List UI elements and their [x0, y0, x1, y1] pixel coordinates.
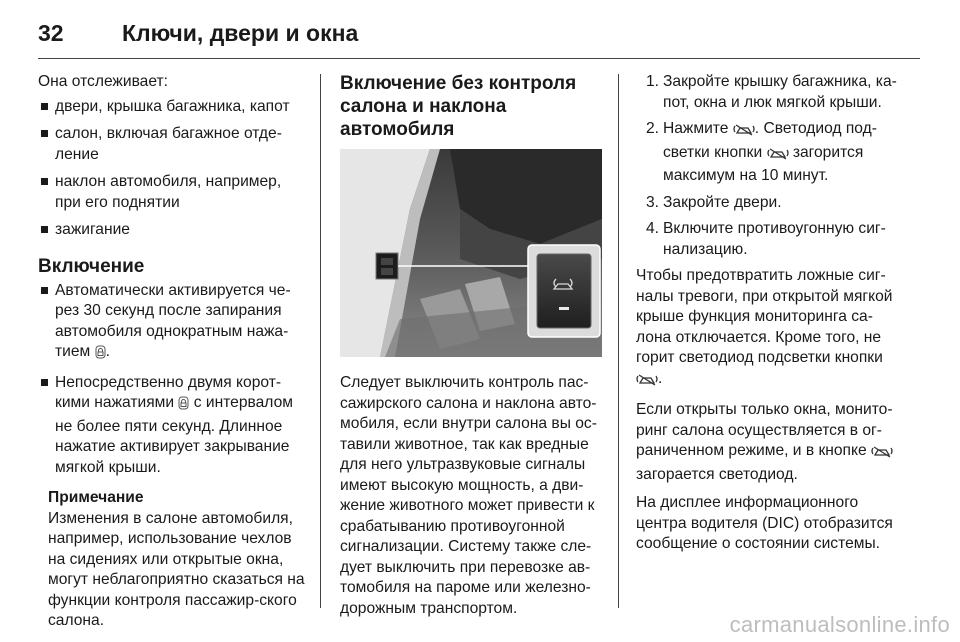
enable-item2-before: Непосредственно двумя корот-кими нажатиями: [55, 373, 282, 411]
column-divider-2: [618, 74, 619, 608]
step-number: 3.: [646, 193, 660, 211]
interior-photo-drawing: [340, 149, 602, 357]
lock-key-icon: [95, 345, 106, 366]
header-rule: [38, 58, 920, 59]
step-text-middle: . Светодиод под-светки кнопки: [663, 120, 877, 161]
step-text: Включите противоугонную сиг-нализацию.: [663, 220, 886, 258]
column-3: [636, 72, 908, 563]
paragraph: [636, 266, 908, 392]
lock-key-icon: [178, 396, 189, 417]
step-text: Закройте крышку багажника, ка-пот, окна и люк мягкой крыши.: [663, 73, 897, 111]
step-item: [636, 193, 908, 214]
column-divider-1: [320, 74, 321, 608]
list-item: [38, 281, 306, 366]
step-item: [636, 72, 908, 113]
enable-item1-text: Автоматически активируется че-рез 30 секунд после запирания автомобиля однократным нажа-тием: [55, 281, 291, 360]
intro-text: Она отслеживает:: [38, 73, 168, 90]
step-text-after: загорится максимум на 10 минут.: [663, 143, 864, 184]
para1-before: Чтобы предотвратить ложные сиг-налы тревоги, при открытой мягкой крыше функция мониторинга са-лона отключается. Кроме того, не горит светодиод подсветки кнопки: [636, 267, 893, 366]
para2-after: загорается светодиод.: [636, 465, 798, 483]
watermark: carmanualsonline.info: [729, 612, 950, 637]
section-body: Следует выключить контроль пас-сажирского салона и наклона авто-мобиля, если внутри салона вы ос-тавили животное, так как вредные для него ультразвуковые сигналы имеют высокую мощность, а дви-жение животного может привести к срабатыванию противоугонной сигнализации. Систему также сле-дует выключить при перевозке ав-томобиля на пароме или железно-дорожным транспортом.: [340, 374, 597, 617]
chapter-title: Ключи, двери и окна: [122, 20, 359, 46]
step-number: 4.: [646, 220, 660, 237]
list-item: зажигание: [38, 220, 306, 241]
section-heading: Включение без контроля салона и наклона автомобиля: [340, 73, 577, 140]
car-sensor-icon: [733, 122, 755, 143]
step-text: Закройте двери.: [663, 193, 782, 211]
car-sensor-icon: [636, 372, 658, 393]
note-text: Изменения в салоне автомобиля, например, использование чехлов на сидениях или открытые окна, могут неблагоприятно сказаться на функции контроля пассажир-ского салона.: [48, 509, 305, 629]
column-1: [38, 72, 306, 632]
page-number: 32: [38, 20, 64, 46]
interior-photo: [340, 149, 602, 357]
car-sensor-icon: [871, 444, 893, 465]
step-item: [636, 219, 908, 260]
paragraph: На дисплее информационного центра водителя (DIC) отобразится сообщение о состоянии системы.: [636, 494, 893, 552]
car-sensor-icon: [767, 146, 789, 167]
list-item: салон, включая багажное отде-ление: [38, 124, 306, 165]
step-number: 1.: [646, 73, 660, 90]
paragraph: [636, 400, 908, 485]
enable-heading: Включение: [38, 255, 145, 277]
para1-after: .: [658, 369, 663, 387]
column-2: [340, 72, 602, 619]
enable-list: [38, 281, 306, 479]
step-number: 2.: [646, 120, 660, 137]
para2-before: Если открыты только окна, монито-ринг салона осуществляется в ог-раниченном режиме, и в кнопке: [636, 401, 893, 459]
step-item: [636, 119, 908, 187]
monitor-list: [38, 97, 306, 241]
enable-item1-end: .: [105, 343, 110, 360]
steps-list: [636, 72, 908, 260]
list-item: [38, 373, 306, 479]
enable-item2-after: с интервалом не более пяти секунд. Длинное нажатие активирует закрывание мягкой крыши.: [55, 394, 293, 476]
list-item: наклон автомобиля, например, при его поднятии: [38, 172, 306, 213]
page-header: [38, 14, 920, 54]
step-text-before: Нажмите: [663, 120, 729, 137]
note-title: Примечание: [48, 489, 144, 506]
list-item: двери, крышка багажника, капот: [38, 97, 306, 118]
